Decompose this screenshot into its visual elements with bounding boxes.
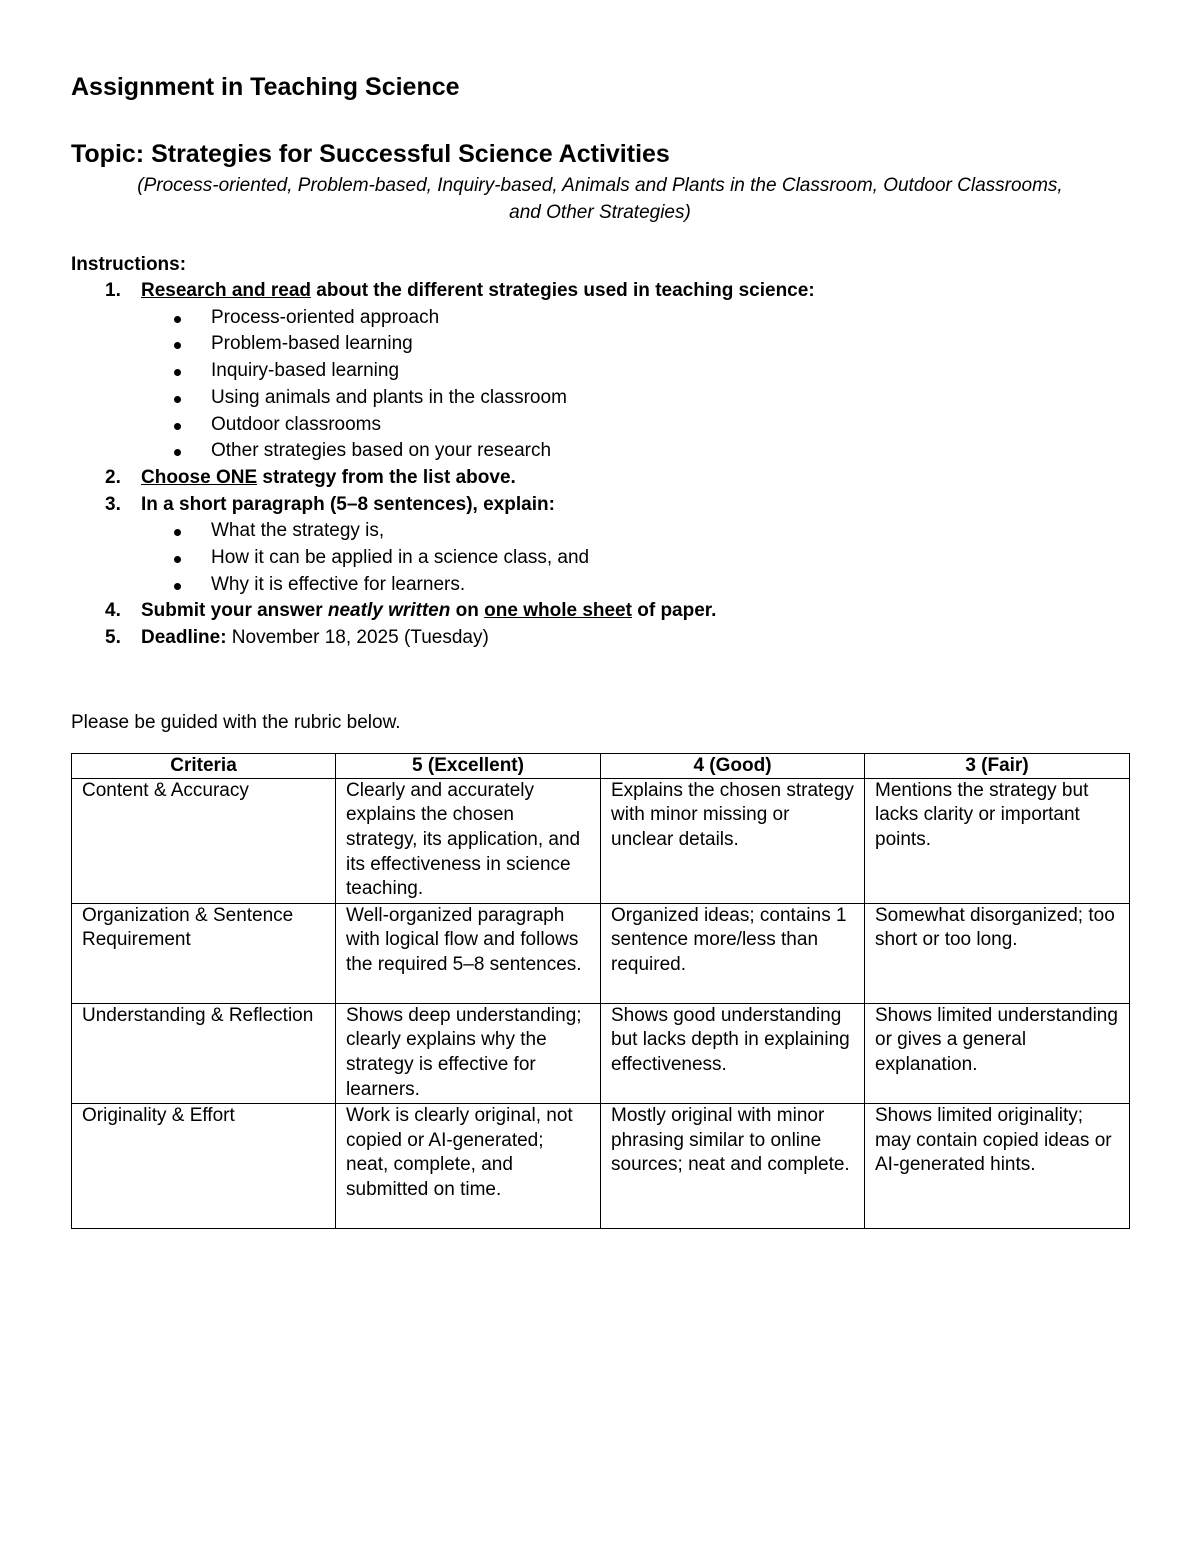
table-cell: Shows deep understanding; clearly explains why the strategy is effective for learners. (336, 1003, 601, 1103)
instructions-list (71, 278, 1129, 652)
rubric-table (71, 753, 1130, 1229)
bullet-icon (174, 529, 181, 536)
bullet-icon (174, 423, 181, 430)
table-cell: Shows good understanding but lacks depth in explaining effectiveness. (601, 1003, 865, 1103)
bullet-icon (174, 556, 181, 563)
table-cell: Shows limited originality; may contain copied ideas or AI-generated hints. (865, 1104, 1130, 1229)
bullet-icon (174, 396, 181, 403)
step-3-text: In a short paragraph (5–8 sentences), explain: (141, 493, 555, 515)
table-row (72, 778, 1130, 903)
step-1 (71, 278, 1129, 465)
list-item: How it can be applied in a science class, and (71, 545, 1129, 572)
step-2 (71, 465, 1129, 492)
table-header-row (72, 753, 1130, 778)
table-row (72, 903, 1130, 1003)
step-number: 3. (105, 493, 121, 515)
table-cell: Shows limited understanding or gives a general explanation. (865, 1003, 1130, 1103)
step-2-text: strategy from the list above. (257, 466, 516, 488)
subtitle-line-2: and Other Strategies) (509, 202, 691, 223)
table-cell: Work is clearly original, not copied or AI-generated; neat, complete, and submitted on time. (336, 1104, 601, 1229)
table-row (72, 1104, 1130, 1229)
bullet-icon (174, 316, 181, 323)
deadline-label: Deadline: (141, 627, 227, 649)
table-cell: Organized ideas; contains 1 sentence more/less than required. (601, 903, 865, 1003)
column-header: Criteria (72, 753, 336, 778)
subtitle-line-1: (Process-oriented, Problem-based, Inquiry-based, Animals and Plants in the Classroom, Outdoor Classrooms, (137, 175, 1063, 196)
bullet-icon (174, 342, 181, 349)
step-2-underlined: Choose ONE (141, 466, 258, 488)
list-item: Why it is effective for learners. (71, 572, 1129, 599)
step-number: 1. (105, 280, 121, 301)
list-item: Outdoor classrooms (71, 412, 1129, 439)
step-1-underlined: Research and read (141, 280, 312, 301)
criteria-cell: Content & Accuracy (72, 778, 336, 903)
topic-subtitle (71, 172, 1129, 226)
document-page (71, 68, 1129, 1229)
strategy-list (141, 305, 1129, 465)
table-cell: Well-organized paragraph with logical flow and follows the required 5–8 sentences. (336, 903, 601, 1003)
criteria-cell: Understanding & Reflection (72, 1003, 336, 1103)
table-row (72, 1003, 1130, 1103)
step-1-text: about the different strategies used in teaching science: (311, 280, 815, 301)
bullet-icon (174, 369, 181, 376)
instructions-label: Instructions: (71, 254, 187, 275)
table-cell: Mostly original with minor phrasing similar to online sources; neat and complete. (601, 1104, 865, 1229)
table-cell: Clearly and accurately explains the chosen strategy, its application, and its effectiveness in science teaching. (336, 778, 601, 903)
document-title: Assignment in Teaching Science (71, 73, 460, 101)
step-3 (71, 492, 1129, 599)
topic-heading: Topic: Strategies for Successful Science Activities (71, 140, 670, 168)
list-item: Inquiry-based learning (71, 358, 1129, 385)
column-header: 3 (Fair) (865, 753, 1130, 778)
list-item: Problem-based learning (71, 331, 1129, 358)
step-number: 2. (105, 466, 121, 488)
criteria-cell: Organization & Sentence Requirement (72, 903, 336, 1003)
list-item: Other strategies based on your research (71, 438, 1129, 465)
list-item: Using animals and plants in the classroom (71, 385, 1129, 412)
list-item: Process-oriented approach (71, 305, 1129, 332)
table-cell: Mentions the strategy but lacks clarity or important points. (865, 778, 1130, 903)
table-cell: Explains the chosen strategy with minor missing or unclear details. (601, 778, 865, 903)
step-number: 4. (105, 600, 121, 622)
column-header: 5 (Excellent) (336, 753, 601, 778)
column-header: 4 (Good) (601, 753, 865, 778)
step-number: 5. (105, 627, 121, 649)
rubric-intro: Please be guided with the rubric below. (71, 711, 401, 733)
step-4: 4. Submit your answer neatly written on one whole sheet of paper. (71, 598, 1129, 625)
table-cell: Somewhat disorganized; too short or too long. (865, 903, 1130, 1003)
list-item: What the strategy is, (71, 518, 1129, 545)
bullet-icon (174, 449, 181, 456)
step-5 (71, 625, 1129, 652)
explain-list (141, 518, 1129, 598)
deadline-value: November 18, 2025 (Tuesday) (226, 627, 489, 649)
bullet-icon (174, 583, 181, 590)
criteria-cell: Originality & Effort (72, 1104, 336, 1229)
